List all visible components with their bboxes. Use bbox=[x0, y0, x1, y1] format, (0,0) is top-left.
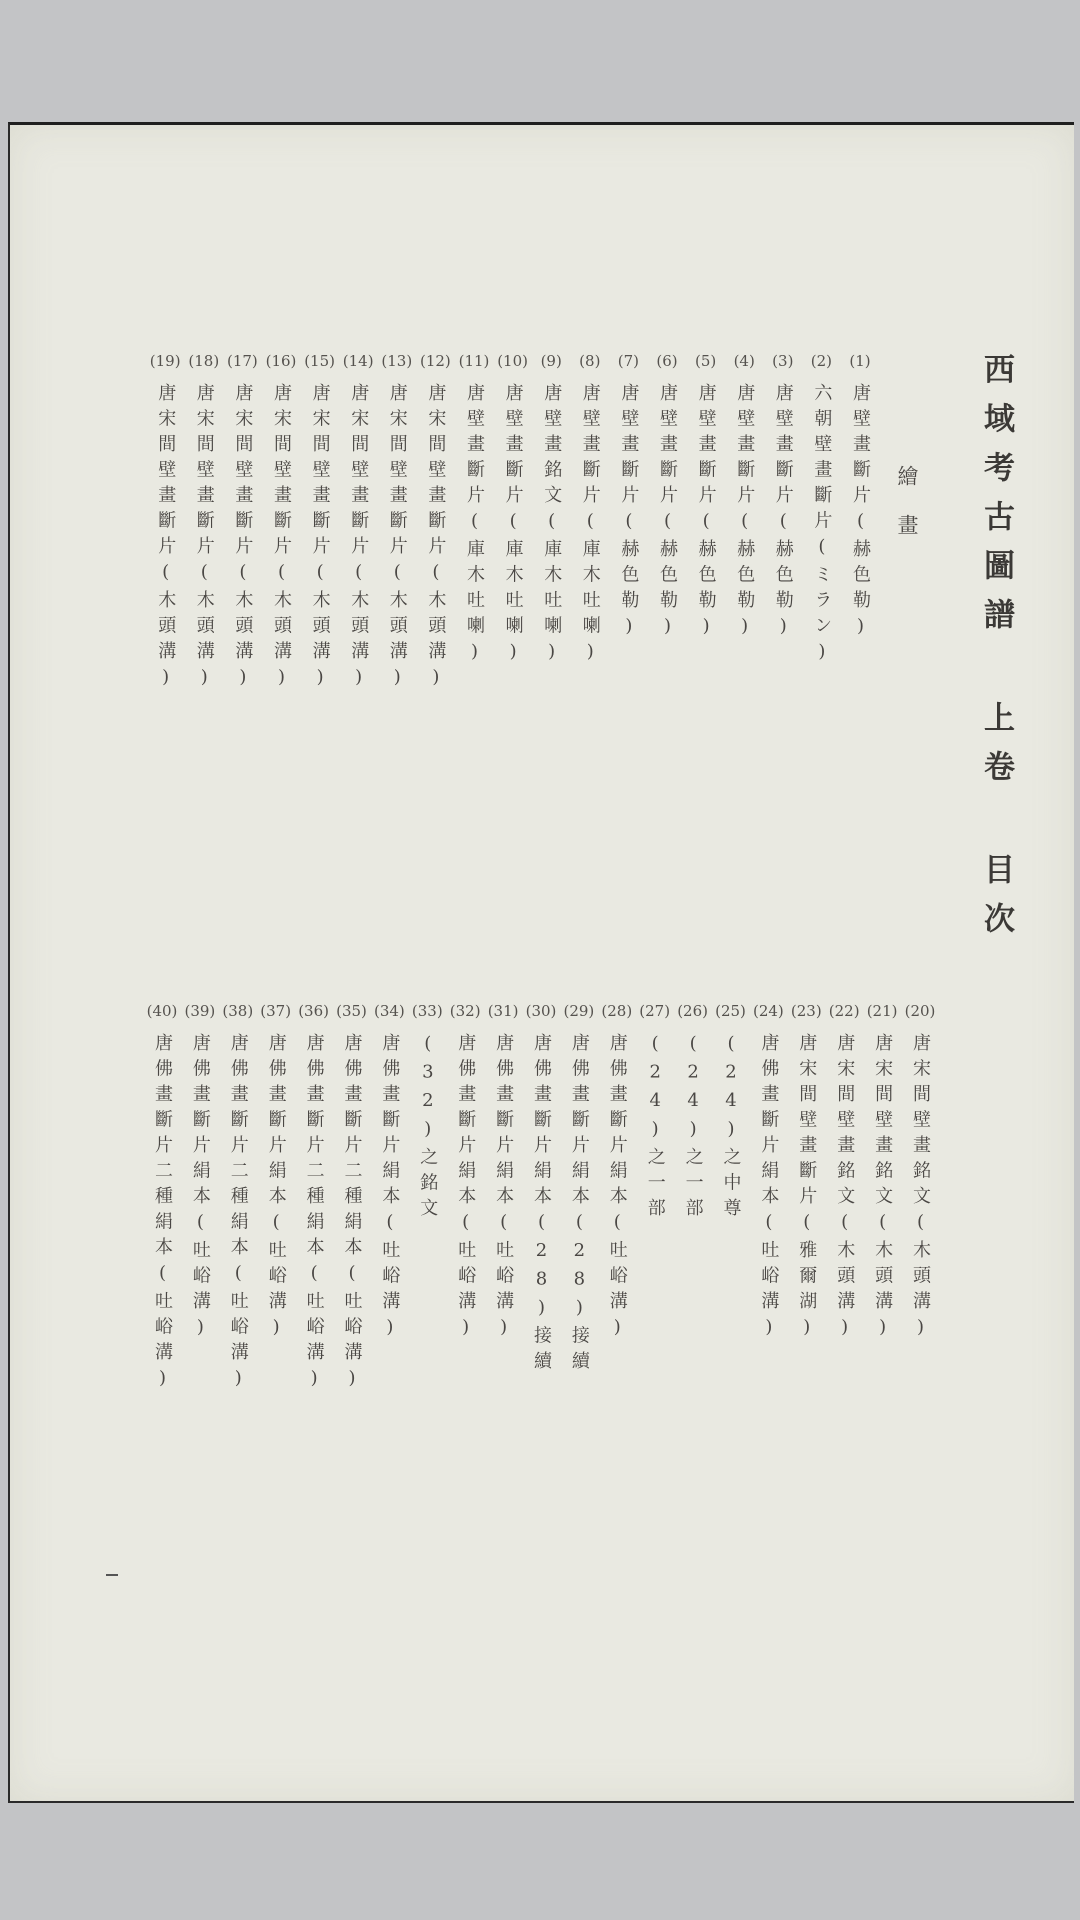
toc-entry bbox=[188, 353, 220, 695]
toc-entry bbox=[336, 1003, 368, 1396]
toc-entry bbox=[260, 1003, 292, 1345]
toc-entry-title: (32)之銘文 bbox=[417, 1033, 439, 1224]
toc-entry-number: (19) bbox=[149, 352, 181, 370]
toc-entry-title: 唐佛畫斷片絹本(吐峪溝) bbox=[455, 1033, 477, 1345]
toc-entry-number: (10) bbox=[497, 352, 528, 370]
toc-entry bbox=[265, 353, 297, 695]
toc-entry bbox=[728, 353, 760, 644]
toc-entry-number: (24) bbox=[752, 1002, 784, 1020]
toc-entry-number: (9) bbox=[540, 352, 562, 370]
toc-entry-number: (25) bbox=[715, 1002, 746, 1020]
toc-entry-number: (35) bbox=[336, 1002, 367, 1020]
toc-entry-number: (30) bbox=[525, 1002, 557, 1020]
toc-entry-title: 唐壁畫斷片(赫色勒) bbox=[850, 383, 871, 644]
toc-entry-number: (22) bbox=[828, 1002, 860, 1020]
toc-entry bbox=[381, 353, 413, 695]
toc-entry-title: 唐壁畫斷片(赫色勒) bbox=[618, 383, 640, 644]
toc-entry bbox=[612, 353, 644, 644]
toc-entry bbox=[449, 1003, 481, 1345]
toc-entry-number: (2) bbox=[810, 352, 833, 370]
toc-entry bbox=[184, 1003, 216, 1345]
toc-entry bbox=[304, 353, 336, 695]
toc-entry-number: (17) bbox=[226, 352, 258, 370]
toc-entry-number: (32) bbox=[449, 1002, 481, 1020]
toc-entry-title: 唐宋間壁畫斷片(木頭溝) bbox=[425, 383, 447, 695]
toc-entry-number: (31) bbox=[487, 1002, 519, 1020]
toc-entry-title: 唐壁畫斷片(赫色勒) bbox=[657, 383, 678, 644]
toc-entry-number: (7) bbox=[617, 352, 640, 370]
toc-entry bbox=[222, 1003, 254, 1396]
toc-entry-number: (38) bbox=[222, 1002, 254, 1020]
toc-entry-number: (29) bbox=[563, 1002, 595, 1020]
toc-entry bbox=[146, 1003, 178, 1396]
toc-entry-title: 唐壁畫斷片(赫色勒) bbox=[695, 383, 717, 644]
toc-entry-number: (1) bbox=[849, 352, 871, 370]
toc-entry bbox=[767, 353, 799, 644]
toc-entry-number: (27) bbox=[639, 1002, 671, 1020]
toc-entry-title: 唐佛畫斷片絹本(吐峪溝) bbox=[606, 1033, 628, 1345]
toc-entry-title: 唐宋間壁畫銘文(木頭溝) bbox=[910, 1033, 931, 1345]
toc-entry bbox=[790, 1003, 822, 1345]
toc-entry bbox=[752, 1003, 784, 1345]
toc-entry-title: 唐佛畫斷片二種絹本(吐峪溝) bbox=[152, 1033, 173, 1396]
toc-entry-title: 唐壁畫斷片(庫木吐喇) bbox=[579, 383, 601, 670]
toc-entry bbox=[342, 353, 374, 695]
toc-entry-number: (37) bbox=[260, 1002, 292, 1020]
toc-entry-number: (40) bbox=[146, 1002, 178, 1020]
toc-entry bbox=[563, 1003, 595, 1377]
toc-entry-title: 唐宋間壁畫銘文(木頭溝) bbox=[834, 1033, 856, 1345]
toc-entry-number: (4) bbox=[733, 352, 755, 370]
toc-entry bbox=[690, 353, 722, 644]
toc-entry-title: 唐佛畫斷片絹本(吐峪溝) bbox=[189, 1033, 211, 1345]
toc-entry-number: (21) bbox=[866, 1002, 898, 1020]
toc-entry bbox=[525, 1003, 557, 1377]
toc-entry bbox=[715, 1003, 747, 1224]
toc-entry-number: (20) bbox=[904, 1002, 936, 1020]
toc-entry bbox=[226, 353, 258, 695]
toc-entry-number: (5) bbox=[694, 352, 717, 370]
toc-entry bbox=[904, 1003, 936, 1345]
toc-entry-number: (39) bbox=[184, 1002, 216, 1020]
toc-entry-title: (24)之一部 bbox=[682, 1033, 704, 1224]
toc-entry-title: 唐佛畫斷片絹本(吐峪溝) bbox=[493, 1033, 515, 1345]
document-page bbox=[8, 122, 1074, 1803]
toc-entry-number: (26) bbox=[677, 1002, 708, 1020]
toc-entry-title: 唐宋間壁畫斷片(木頭溝) bbox=[155, 383, 177, 695]
toc-entry bbox=[574, 353, 606, 670]
toc-entry-number: (6) bbox=[656, 352, 678, 370]
toc-entry-number: (11) bbox=[458, 352, 490, 370]
toc-entry-title: 唐宋間壁畫斷片(木頭溝) bbox=[309, 383, 331, 695]
toc-entry-title: 唐壁畫斷片(赫色勒) bbox=[734, 383, 756, 644]
toc-entry-title: 唐佛畫斷片絹本(吐峪溝) bbox=[379, 1033, 401, 1345]
toc-entry-number: (18) bbox=[188, 352, 220, 370]
toc-entry-title: 唐宋間壁畫銘文(木頭溝) bbox=[872, 1033, 894, 1345]
toc-entry-number: (33) bbox=[411, 1002, 443, 1020]
toc-entry-number: (14) bbox=[342, 352, 374, 370]
toc-entry-title: (24)之一部 bbox=[644, 1033, 666, 1224]
toc-entry-number: (28) bbox=[601, 1002, 633, 1020]
toc-entry-title: 唐壁畫斷片(庫木吐喇) bbox=[464, 383, 485, 670]
toc-entry-number: (36) bbox=[298, 1002, 329, 1020]
toc-entry-number: (3) bbox=[772, 352, 794, 370]
toc-entry bbox=[487, 1003, 519, 1345]
toc-entry bbox=[866, 1003, 898, 1345]
page-number bbox=[106, 1574, 118, 1576]
toc-entry bbox=[497, 353, 529, 670]
toc-entry-title: (24)之中尊 bbox=[720, 1033, 742, 1224]
toc-entry-title: 唐宋間壁畫斷片(木頭溝) bbox=[348, 383, 370, 695]
toc-entry bbox=[458, 353, 490, 670]
toc-entry-title: 六朝壁畫斷片(ミラン) bbox=[811, 383, 833, 670]
toc-entry-number: (16) bbox=[265, 352, 297, 370]
toc-entry bbox=[601, 1003, 633, 1345]
toc-entry-title: 唐佛畫斷片二種絹本(吐峪溝) bbox=[303, 1033, 325, 1396]
section-heading: 繪畫 bbox=[895, 465, 919, 563]
toc-entry-title: 唐佛畫斷片絹本(吐峪溝) bbox=[265, 1033, 287, 1345]
toc-entry-number: (15) bbox=[304, 352, 335, 370]
toc-entry bbox=[828, 1003, 860, 1345]
toc-entry-title: 唐宋間壁畫斷片(木頭溝) bbox=[271, 383, 292, 695]
toc-entry bbox=[411, 1003, 443, 1224]
toc-entry-title: 唐宋間壁畫斷片(木頭溝) bbox=[193, 383, 215, 695]
toc-entry-number: (12) bbox=[419, 352, 451, 370]
toc-entry bbox=[149, 353, 181, 695]
toc-entry bbox=[651, 353, 683, 644]
toc-entry-title: 唐壁畫斷片(赫色勒) bbox=[772, 383, 794, 644]
toc-entry bbox=[844, 353, 876, 644]
toc-entry-title: 唐壁畫斷片(庫木吐喇) bbox=[502, 383, 524, 670]
toc-entry-title: 唐佛畫斷片二種絹本(吐峪溝) bbox=[341, 1033, 363, 1396]
toc-entry-title: 唐佛畫斷片絹本(吐峪溝) bbox=[758, 1033, 780, 1345]
toc-entry-number: (34) bbox=[373, 1002, 405, 1020]
page-title: 西域考古圖譜 上卷 目次 bbox=[978, 353, 1014, 951]
toc-entry bbox=[677, 1003, 709, 1224]
toc-entry bbox=[373, 1003, 405, 1345]
toc-entry-title: 唐佛畫斷片絹本(28)接續 bbox=[568, 1033, 590, 1377]
toc-entry bbox=[805, 353, 837, 670]
toc-entry bbox=[298, 1003, 330, 1396]
toc-entry-title: 唐宋間壁畫斷片(木頭溝) bbox=[232, 383, 254, 695]
toc-entry-title: 唐宋間壁畫斷片(木頭溝) bbox=[386, 383, 408, 695]
toc-entry bbox=[419, 353, 451, 695]
toc-entry-title: 唐佛畫斷片二種絹本(吐峪溝) bbox=[227, 1033, 249, 1396]
toc-entry bbox=[639, 1003, 671, 1224]
toc-entry-title: 唐佛畫斷片絹本(28)接續 bbox=[531, 1033, 552, 1377]
toc-entry-number: (13) bbox=[381, 352, 413, 370]
toc-entry-title: 唐宋間壁畫斷片(雅爾湖) bbox=[796, 1033, 818, 1345]
toc-entry-number: (8) bbox=[579, 352, 601, 370]
toc-entry-number: (23) bbox=[790, 1002, 822, 1020]
toc-entry bbox=[535, 353, 567, 670]
toc-entry-title: 唐壁畫銘文(庫木吐喇) bbox=[541, 383, 563, 670]
